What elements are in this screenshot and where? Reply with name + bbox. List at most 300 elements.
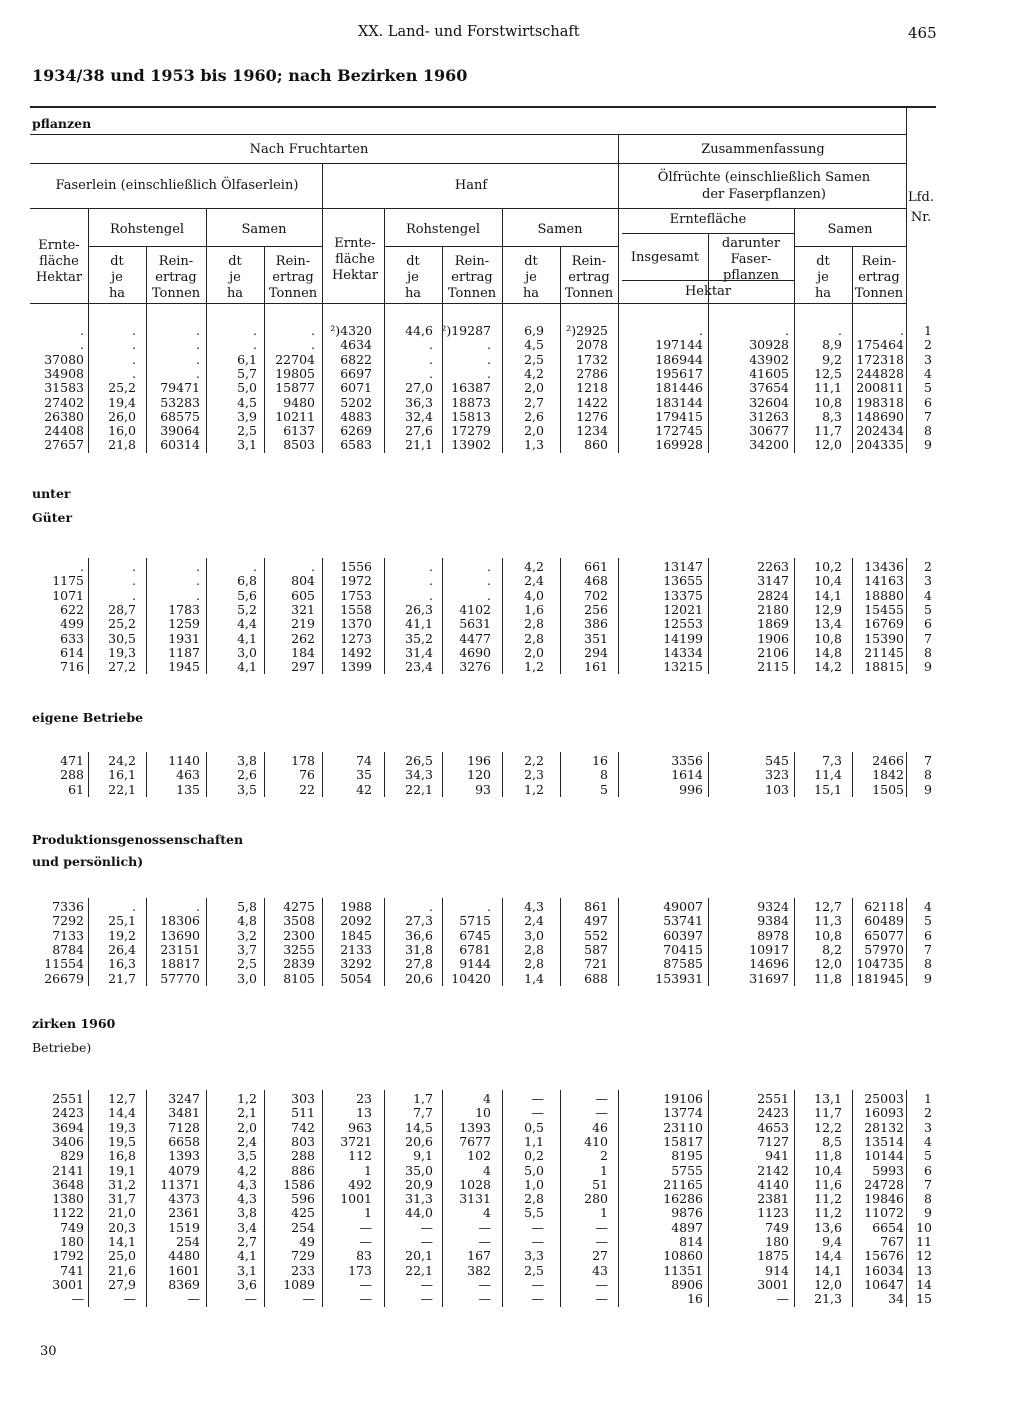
table-cell: 1089 bbox=[283, 1276, 315, 1292]
column-rule bbox=[322, 1090, 323, 1307]
oelfruechte-header-1: Ölfrüchte (einschließlich Samen bbox=[657, 170, 871, 185]
column-rule bbox=[502, 558, 503, 674]
table-cell: 51 bbox=[592, 1176, 608, 1192]
table-cell: . bbox=[132, 573, 136, 589]
column-rule bbox=[384, 558, 385, 674]
table-cell: 2142 bbox=[757, 1162, 789, 1178]
table-cell: 44,6 bbox=[405, 323, 433, 338]
table-cell: 13375 bbox=[663, 587, 703, 603]
table-cell: 27,9 bbox=[108, 1276, 136, 1292]
table-cell: 104735 bbox=[856, 956, 904, 972]
table-cell: 2078 bbox=[576, 337, 608, 353]
table-cell: — bbox=[531, 1105, 544, 1121]
table-cell: 4,2 bbox=[524, 559, 544, 574]
column-rule bbox=[206, 558, 207, 674]
table-cell: 161 bbox=[584, 659, 608, 675]
table-cell: — bbox=[595, 1276, 608, 1292]
table-row bbox=[0, 438, 1024, 452]
table-cell: 233 bbox=[291, 1262, 315, 1278]
table-cell: 3,0 bbox=[524, 927, 544, 943]
table-cell: 4,5 bbox=[524, 337, 544, 353]
row-number-cell: 4 bbox=[924, 1133, 932, 1149]
table-cell: . bbox=[699, 323, 703, 338]
table-cell: 803 bbox=[291, 1133, 315, 1149]
column-rule bbox=[906, 322, 907, 453]
table-cell: 1399 bbox=[340, 659, 372, 675]
table-cell: 11371 bbox=[160, 1176, 200, 1192]
table-cell: 13774 bbox=[663, 1105, 703, 1121]
table-cell: 1,4 bbox=[524, 970, 544, 986]
table-cell: 4,3 bbox=[237, 1191, 257, 1207]
table-cell: . bbox=[196, 351, 200, 367]
table-cell: 20,6 bbox=[405, 970, 433, 986]
page-marker: 30 bbox=[40, 1344, 57, 1359]
table-row bbox=[0, 338, 1024, 352]
table-cell: 27,3 bbox=[405, 913, 433, 929]
table-cell: — bbox=[478, 1234, 491, 1249]
table-cell: — bbox=[420, 1291, 433, 1307]
table-cell: 37654 bbox=[749, 380, 789, 396]
table-cell: — bbox=[420, 1219, 433, 1235]
table-cell: 3481 bbox=[168, 1105, 200, 1121]
table-row bbox=[0, 1106, 1024, 1120]
table-cell: 34 bbox=[888, 1291, 904, 1307]
table-cell: . bbox=[487, 337, 491, 353]
table-cell: — bbox=[359, 1234, 372, 1249]
row-number-cell: 7 bbox=[924, 753, 932, 768]
column-rule bbox=[206, 1090, 207, 1307]
table-cell: 1028 bbox=[459, 1176, 491, 1192]
table-cell: 1,2 bbox=[237, 1091, 257, 1106]
table-cell: 741 bbox=[60, 1262, 84, 1278]
rohstengel-header-faserlein: Rohstengel bbox=[109, 222, 185, 237]
table-cell: 4,3 bbox=[524, 899, 544, 914]
table-cell: 27,6 bbox=[405, 423, 433, 439]
darunter-label: darunter Faser- pflanzen bbox=[721, 236, 781, 283]
table-cell: 8,9 bbox=[822, 337, 842, 353]
table-cell: 19,3 bbox=[108, 644, 136, 660]
table-cell: 3,0 bbox=[237, 644, 257, 660]
table-cell: . bbox=[196, 587, 200, 603]
table-cell: 2,2 bbox=[524, 753, 544, 768]
table-cell: 1753 bbox=[340, 587, 372, 603]
table-cell: 31,3 bbox=[405, 1191, 433, 1207]
table-cell: . bbox=[311, 559, 315, 574]
table-cell: 4140 bbox=[757, 1176, 789, 1192]
table-cell: 5631 bbox=[459, 616, 491, 632]
column-rule bbox=[560, 1090, 561, 1307]
table-cell: 5,5 bbox=[524, 1205, 544, 1221]
table-cell: ²)4320 bbox=[330, 323, 372, 338]
table-cell: 8,3 bbox=[822, 408, 842, 424]
table-cell: 35,0 bbox=[405, 1162, 433, 1178]
table-cell: 2,3 bbox=[524, 767, 544, 783]
row-number-cell: 3 bbox=[924, 351, 932, 367]
table-cell: 721 bbox=[584, 956, 608, 972]
table-cell: 19846 bbox=[864, 1191, 904, 1207]
table-cell: 2,5 bbox=[237, 423, 257, 439]
table-cell: 18817 bbox=[160, 956, 200, 972]
table-cell: 2,8 bbox=[524, 1191, 544, 1207]
table-cell: 43 bbox=[592, 1262, 608, 1278]
table-cell: — bbox=[595, 1291, 608, 1307]
table-cell: 1869 bbox=[757, 616, 789, 632]
samen-header-hanf: Samen bbox=[537, 222, 583, 237]
table-cell: 24408 bbox=[44, 423, 84, 439]
row-number-cell: 12 bbox=[916, 1248, 932, 1264]
table-cell: 57970 bbox=[864, 941, 904, 957]
table-cell: 20,3 bbox=[108, 1219, 136, 1235]
table-cell: 9876 bbox=[671, 1205, 703, 1221]
table-cell: — bbox=[478, 1219, 491, 1235]
table-cell: 3,6 bbox=[237, 1276, 257, 1292]
table-cell: 2,8 bbox=[524, 956, 544, 972]
table-cell: 22,1 bbox=[405, 781, 433, 797]
table-cell: 15877 bbox=[275, 380, 315, 396]
table-row bbox=[0, 324, 1024, 338]
table-cell: 24,2 bbox=[108, 753, 136, 768]
table-cell: 14,1 bbox=[108, 1234, 136, 1249]
row-number-cell: 2 bbox=[924, 559, 932, 574]
table-cell: 18873 bbox=[451, 394, 491, 410]
table-cell: 30928 bbox=[749, 337, 789, 353]
table-cell: 1,2 bbox=[524, 659, 544, 675]
table-cell: 21165 bbox=[663, 1176, 703, 1192]
table-cell: 27,8 bbox=[405, 956, 433, 972]
table-cell: 3406 bbox=[52, 1133, 84, 1149]
dt-je-ha-label: dt je ha bbox=[522, 254, 540, 301]
table-cell: 12,2 bbox=[814, 1119, 842, 1135]
table-cell: 26,5 bbox=[405, 753, 433, 768]
row-number-cell: 9 bbox=[924, 970, 932, 986]
column-rule bbox=[794, 558, 795, 674]
row-number-cell: 1 bbox=[924, 1091, 932, 1106]
table-cell: . bbox=[196, 899, 200, 914]
table-cell: 112 bbox=[348, 1148, 372, 1164]
table-cell: 4690 bbox=[459, 644, 491, 660]
table-cell: 20,9 bbox=[405, 1176, 433, 1192]
table-cell: 499 bbox=[60, 616, 84, 632]
table-cell: — bbox=[244, 1291, 257, 1307]
table-cell: 4,2 bbox=[237, 1162, 257, 1178]
table-cell: 200811 bbox=[856, 380, 904, 396]
table-cell: 13436 bbox=[864, 559, 904, 574]
reinertrag-label: Rein- ertrag Tonnen bbox=[854, 254, 904, 301]
chapter-title: XX. Land- und Forstwirtschaft bbox=[358, 24, 580, 40]
column-rule bbox=[322, 752, 323, 797]
table-cell: 2300 bbox=[283, 927, 315, 943]
table-cell: 34908 bbox=[44, 365, 84, 381]
row-number-cell: 9 bbox=[924, 437, 932, 453]
row-number-cell: 11 bbox=[916, 1234, 932, 1249]
table-cell: 2,8 bbox=[524, 630, 544, 646]
table-cell: 1276 bbox=[576, 408, 608, 424]
table-cell: — bbox=[595, 1091, 608, 1106]
table-cell: 3,5 bbox=[237, 1148, 257, 1164]
table-cell: 102 bbox=[467, 1148, 491, 1164]
table-cell: 25,0 bbox=[108, 1248, 136, 1264]
column-rule bbox=[146, 752, 147, 797]
table-row bbox=[0, 1121, 1024, 1135]
table-cell: 70415 bbox=[663, 941, 703, 957]
table-cell: 19,5 bbox=[108, 1133, 136, 1149]
table-cell: 10420 bbox=[451, 970, 491, 986]
section-title: eigene Betriebe bbox=[32, 710, 144, 725]
table-cell: . bbox=[132, 899, 136, 914]
table-cell: 552 bbox=[584, 927, 608, 943]
table-cell: 2,6 bbox=[524, 408, 544, 424]
table-cell: 8105 bbox=[283, 970, 315, 986]
column-rule bbox=[384, 752, 385, 797]
table-row bbox=[0, 660, 1024, 674]
table-cell: 288 bbox=[291, 1148, 315, 1164]
column-rule bbox=[322, 558, 323, 674]
table-cell: 197144 bbox=[655, 337, 703, 353]
table-cell: 17279 bbox=[451, 423, 491, 439]
column-rule bbox=[88, 752, 89, 797]
column-rule bbox=[502, 322, 503, 453]
row-number-cell: 7 bbox=[924, 408, 932, 424]
table-row bbox=[0, 589, 1024, 603]
table-cell: 4,1 bbox=[237, 630, 257, 646]
row-number-cell: 9 bbox=[924, 1205, 932, 1221]
table-cell: 1945 bbox=[168, 659, 200, 675]
table-cell: 31,2 bbox=[108, 1176, 136, 1192]
hanf-ernteflaeche-label: Ernte- fläche Hektar bbox=[331, 236, 379, 283]
table-cell: — bbox=[420, 1234, 433, 1249]
table-cell: 5202 bbox=[340, 394, 372, 410]
table-cell: 13514 bbox=[864, 1133, 904, 1149]
table-cell: 181945 bbox=[856, 970, 904, 986]
dt-je-ha-label: dt je ha bbox=[108, 254, 126, 301]
table-cell: 9144 bbox=[459, 956, 491, 972]
table-cell: 1845 bbox=[340, 927, 372, 943]
table-cell: 914 bbox=[765, 1262, 789, 1278]
table-cell: 25,2 bbox=[108, 616, 136, 632]
column-rule bbox=[906, 304, 907, 324]
column-rule bbox=[322, 898, 323, 986]
table-cell: 34,3 bbox=[405, 767, 433, 783]
table-cell: 4480 bbox=[168, 1248, 200, 1264]
table-cell: — bbox=[302, 1291, 315, 1307]
table-cell: 410 bbox=[584, 1133, 608, 1149]
table-cell: 1842 bbox=[872, 767, 904, 783]
table-cell: 6,9 bbox=[524, 323, 544, 338]
column-rule bbox=[502, 752, 503, 797]
table-cell: 6583 bbox=[340, 437, 372, 453]
table-cell: 28132 bbox=[864, 1119, 904, 1135]
table-cell: 14696 bbox=[749, 956, 789, 972]
column-rule bbox=[852, 1090, 853, 1307]
table-cell: 87585 bbox=[663, 956, 703, 972]
table-cell: — bbox=[478, 1276, 491, 1292]
table-row bbox=[0, 914, 1024, 928]
column-rule bbox=[502, 1090, 503, 1307]
table-row bbox=[0, 603, 1024, 617]
table-cell: 16,1 bbox=[108, 767, 136, 783]
table-cell: 1001 bbox=[340, 1191, 372, 1207]
table-cell: 42 bbox=[356, 781, 372, 797]
table-cell: 2,0 bbox=[524, 423, 544, 439]
table-cell: 21,0 bbox=[108, 1205, 136, 1221]
table-cell: 4 bbox=[483, 1205, 491, 1221]
column-rule bbox=[560, 322, 561, 453]
table-cell: 4 bbox=[483, 1091, 491, 1106]
table-cell: 1 bbox=[364, 1162, 372, 1178]
column-rule bbox=[442, 1090, 443, 1307]
table-cell: 11351 bbox=[663, 1262, 703, 1278]
table-cell: 15813 bbox=[451, 408, 491, 424]
column-rule bbox=[708, 304, 709, 324]
table-cell: 3131 bbox=[459, 1191, 491, 1207]
section-title: Produktionsgenossenschaften bbox=[32, 832, 244, 847]
table-cell: 2106 bbox=[757, 644, 789, 660]
table-cell: 12,0 bbox=[814, 437, 842, 453]
table-cell: 16,8 bbox=[108, 1148, 136, 1164]
table-cell: 31697 bbox=[749, 970, 789, 986]
table-cell: 12,7 bbox=[814, 899, 842, 914]
table-cell: 15676 bbox=[864, 1248, 904, 1264]
table-cell: 1,2 bbox=[524, 781, 544, 797]
column-rule bbox=[206, 304, 207, 324]
table-cell: 18880 bbox=[864, 587, 904, 603]
table-cell: 2092 bbox=[340, 913, 372, 929]
column-rule bbox=[264, 752, 265, 797]
table-cell: 2824 bbox=[757, 587, 789, 603]
table-cell: 2,5 bbox=[524, 1262, 544, 1278]
column-rule bbox=[618, 752, 619, 797]
table-cell: 7133 bbox=[52, 927, 84, 943]
table-cell: 60314 bbox=[160, 437, 200, 453]
table-cell: 5,2 bbox=[237, 601, 257, 617]
table-cell: 1 bbox=[600, 1162, 608, 1178]
table-cell: 22,1 bbox=[405, 1262, 433, 1278]
table-cell: — bbox=[531, 1219, 544, 1235]
erntflaeche-header: Erntefläche bbox=[669, 212, 747, 227]
table-cell: 179415 bbox=[655, 408, 703, 424]
table-cell: . bbox=[196, 559, 200, 574]
table-cell: 14163 bbox=[864, 573, 904, 589]
table-cell: 25,2 bbox=[108, 380, 136, 396]
table-cell: 3,1 bbox=[237, 437, 257, 453]
table-cell: 288 bbox=[60, 767, 84, 783]
table-cell: 31263 bbox=[749, 408, 789, 424]
table-cell: 1558 bbox=[340, 601, 372, 617]
table-cell: 18815 bbox=[864, 659, 904, 675]
column-rule bbox=[618, 558, 619, 674]
table-cell: 13147 bbox=[663, 559, 703, 574]
table-cell: . bbox=[253, 337, 257, 353]
table-cell: 10144 bbox=[864, 1148, 904, 1164]
table-cell: 3,9 bbox=[237, 408, 257, 424]
table-cell: 7128 bbox=[168, 1119, 200, 1135]
table-cell: 60397 bbox=[663, 927, 703, 943]
table-cell: 688 bbox=[584, 970, 608, 986]
table-cell: 323 bbox=[765, 767, 789, 783]
table-cell: 511 bbox=[291, 1105, 315, 1121]
column-rule bbox=[560, 752, 561, 797]
table-cell: 14,5 bbox=[405, 1119, 433, 1135]
table-cell: 7,3 bbox=[822, 753, 842, 768]
table-cell: 26,0 bbox=[108, 408, 136, 424]
row-number-cell: 5 bbox=[924, 1148, 932, 1164]
table-cell: 2141 bbox=[52, 1162, 84, 1178]
table-cell: 3648 bbox=[52, 1176, 84, 1192]
table-cell: 1,0 bbox=[524, 1176, 544, 1192]
table-cell: 35 bbox=[356, 767, 372, 783]
oelfruechte-header-2: der Faserpflanzen) bbox=[702, 187, 826, 202]
table-cell: 8,2 bbox=[822, 941, 842, 957]
table-cell: 53283 bbox=[160, 394, 200, 410]
table-cell: . bbox=[487, 587, 491, 603]
table-cell: 20,6 bbox=[405, 1133, 433, 1149]
table-cell: 9,2 bbox=[822, 351, 842, 367]
table-cell: 4897 bbox=[671, 1219, 703, 1235]
table-cell: 27657 bbox=[44, 437, 84, 453]
table-cell: 1875 bbox=[757, 1248, 789, 1264]
table-cell: 22704 bbox=[275, 351, 315, 367]
table-cell: . bbox=[311, 323, 315, 338]
table-cell: 622 bbox=[60, 601, 84, 617]
table-cell: 1614 bbox=[671, 767, 703, 783]
column-rule bbox=[708, 558, 709, 674]
table-cell: 79471 bbox=[160, 380, 200, 396]
table-row bbox=[0, 900, 1024, 914]
table-cell: 10860 bbox=[663, 1248, 703, 1264]
table-cell: 172745 bbox=[655, 423, 703, 439]
section-subtitle: Betriebe) bbox=[32, 1040, 92, 1055]
faserlein-ernteflaeche-label: Ernte- fläche Hektar bbox=[35, 238, 83, 285]
table-cell: 25003 bbox=[864, 1091, 904, 1106]
table-cell: 21,8 bbox=[108, 437, 136, 453]
table-cell: 21145 bbox=[864, 644, 904, 660]
table-cell: 2115 bbox=[757, 659, 789, 675]
table-cell: 49 bbox=[299, 1234, 315, 1249]
table-row bbox=[0, 1264, 1024, 1278]
table-cell: 7292 bbox=[52, 913, 84, 929]
table-cell: 3356 bbox=[671, 753, 703, 768]
table-cell: 742 bbox=[291, 1119, 315, 1135]
table-cell: — bbox=[187, 1291, 200, 1307]
table-cell: 21,7 bbox=[108, 970, 136, 986]
table-cell: . bbox=[785, 323, 789, 338]
table-cell: 2,1 bbox=[237, 1105, 257, 1121]
table-cell: 180 bbox=[60, 1234, 84, 1249]
table-cell: 6269 bbox=[340, 423, 372, 439]
table-cell: 10,8 bbox=[814, 630, 842, 646]
nach-fruchtarten-header: Nach Fruchtarten bbox=[249, 142, 369, 157]
row-number-cell: 7 bbox=[924, 630, 932, 646]
row-number-cell: 6 bbox=[924, 927, 932, 943]
row-number-cell: 8 bbox=[924, 423, 932, 439]
table-cell: . bbox=[429, 559, 433, 574]
table-cell: 11,2 bbox=[814, 1191, 842, 1207]
table-cell: 633 bbox=[60, 630, 84, 646]
column-rule bbox=[384, 322, 385, 453]
table-cell: 321 bbox=[291, 601, 315, 617]
table-cell: 16 bbox=[687, 1291, 703, 1307]
column-rule bbox=[618, 898, 619, 986]
row-number-cell: 4 bbox=[924, 899, 932, 914]
row-number-cell: 10 bbox=[916, 1219, 932, 1235]
table-cell: 829 bbox=[60, 1148, 84, 1164]
row-number-cell: 6 bbox=[924, 394, 932, 410]
table-cell: 3,8 bbox=[237, 1205, 257, 1221]
table-cell: . bbox=[838, 323, 842, 338]
table-cell: 12,0 bbox=[814, 956, 842, 972]
table-cell: 4,1 bbox=[237, 659, 257, 675]
table-cell: 716 bbox=[60, 659, 84, 675]
